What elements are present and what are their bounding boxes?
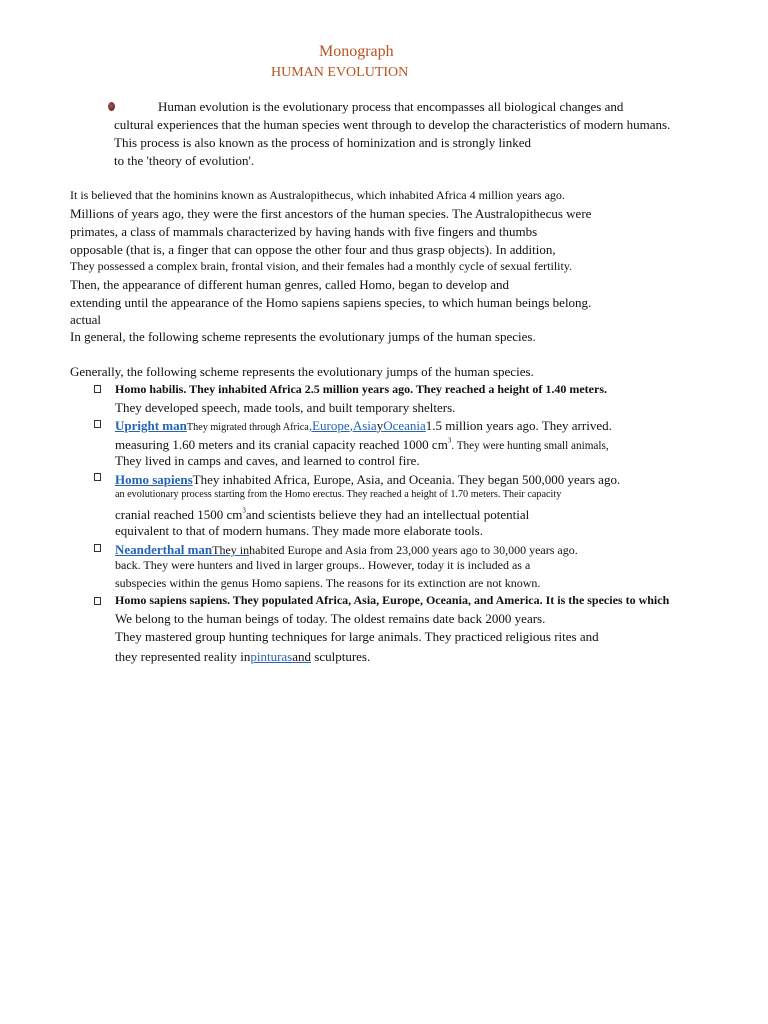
body-line: It is believed that the hominins known as Australopithecus, which inhabited Africa 4 million years ago. <box>70 188 565 202</box>
sapiens-sapiens-text: and <box>292 649 312 664</box>
pinturas-link[interactable]: pinturas <box>250 649 293 664</box>
sapiens-sapiens-text: they represented reality in <box>115 649 251 664</box>
superscript: 3 <box>447 436 452 445</box>
bullet-dot-icon <box>108 102 115 111</box>
sapiens-sapiens-line: They mastered group hunting techniques for large animals. They practiced religious rites and <box>115 629 599 644</box>
oceania-link[interactable]: Oceania <box>383 418 426 433</box>
sapiens-sapiens-title: Homo sapiens sapiens. They populated Africa, Asia, Europe, Oceania, and America. It is the species to which <box>115 593 670 607</box>
body-line: They possessed a complex brain, frontal vision, and their females had a monthly cycle of sexual fertility. <box>70 259 573 273</box>
body-line: actual <box>70 312 102 327</box>
erectus-line: They lived in camps and caves, and learned to control fire. <box>115 453 420 468</box>
neanderthal-man-link[interactable]: Neanderthal man <box>115 542 213 557</box>
neanderthal-rest: habited Europe and Asia from 23,000 years ago to 30,000 years ago. <box>249 543 578 557</box>
upright-man-link[interactable]: Upright man <box>115 418 187 433</box>
checkbox-icon <box>94 544 101 552</box>
neanderthal-line: subspecies within the genus Homo sapiens. The reasons for its extinction are not known. <box>115 576 541 590</box>
document-title: Monograph <box>319 43 394 60</box>
body-line: opposable (that is, a finger that can oppose the other four and thus grasp objects). In addition, <box>70 242 556 257</box>
erectus-line-text: measuring 1.60 meters and its cranial capacity reached 1000 cm <box>115 437 448 452</box>
intro-line: Human evolution is the evolutionary process that encompasses all biological changes and <box>158 99 624 114</box>
body-line: Millions of years ago, they were the first ancestors of the human species. The Australopithecus were <box>70 206 592 221</box>
body-line: extending until the appearance of the Homo sapiens sapiens species, to which human beings belong. <box>70 295 592 310</box>
erectus-line <box>115 436 609 454</box>
document-subtitle: HUMAN EVOLUTION <box>271 65 409 80</box>
sapiens-heading-line <box>115 471 620 489</box>
comma-text: , <box>349 418 353 433</box>
scheme-intro: Generally, the following scheme represents the evolutionary jumps of the human species. <box>70 364 534 379</box>
sapiens-line-text: and scientists believe they had an intellectual potential <box>245 507 530 522</box>
erectus-rest: 1.5 million years ago. They arrived. <box>425 418 612 433</box>
sapiens-rest: They inhabited Africa, Europe, Asia, and Oceania. They began 500,000 years ago. <box>192 472 621 487</box>
superscript: 3 <box>242 506 246 515</box>
y-text: y <box>376 418 384 433</box>
body-line: In general, the following scheme represents the evolutionary jumps of the human species. <box>70 329 536 344</box>
intro-line: to the 'theory of evolution'. <box>114 153 255 168</box>
checkbox-icon <box>94 473 101 481</box>
sapiens-line: an evolutionary process starting from the Homo erectus. They reached a height of 1.70 meters. Their capacity <box>115 489 562 500</box>
habilis-title: Homo habilis. They inhabited Africa 2.5 million years ago. They reached a height of 1.40 meters. <box>115 382 607 396</box>
checkbox-icon <box>94 385 101 393</box>
sapiens-line-text: cranial reached 1500 cm <box>115 507 243 522</box>
erectus-heading-line <box>115 417 612 435</box>
checkbox-icon <box>94 597 101 605</box>
erectus-small-text: They migrated through Africa <box>186 422 309 433</box>
intro-line: This process is also known as the process of hominization and is strongly linked <box>114 135 532 150</box>
sapiens-sapiens-line: We belong to the human beings of today. The oldest remains date back 2000 years. <box>115 611 546 626</box>
erectus-line-text: . They were hunting small animals, <box>451 440 609 452</box>
neanderthal-line: back. They were hunters and lived in larger groups.. However, today it is included as a <box>115 558 531 572</box>
sapiens-sapiens-line <box>115 648 370 666</box>
comma-text: , <box>308 418 313 433</box>
sapiens-line <box>115 506 529 524</box>
neanderthal-heading-line <box>115 541 578 559</box>
body-line: primates, a class of mammals characterized by having hands with five fingers and thumbs <box>70 224 538 239</box>
asia-link[interactable]: Asia <box>352 418 377 433</box>
sapiens-sapiens-text: sculptures. <box>311 649 371 664</box>
checkbox-icon <box>94 420 101 428</box>
neanderthal-underlined-text: They in <box>212 543 250 557</box>
homo-sapiens-link[interactable]: Homo sapiens <box>115 472 193 487</box>
habilis-line: They developed speech, made tools, and built temporary shelters. <box>115 400 456 415</box>
body-line: Then, the appearance of different human genres, called Homo, began to develop and <box>70 277 510 292</box>
intro-line: cultural experiences that the human species went through to develop the characteristics of modern humans. <box>114 117 671 132</box>
sapiens-line: equivalent to that of modern humans. They made more elaborate tools. <box>115 523 483 538</box>
europe-link[interactable]: Europe <box>312 418 350 433</box>
